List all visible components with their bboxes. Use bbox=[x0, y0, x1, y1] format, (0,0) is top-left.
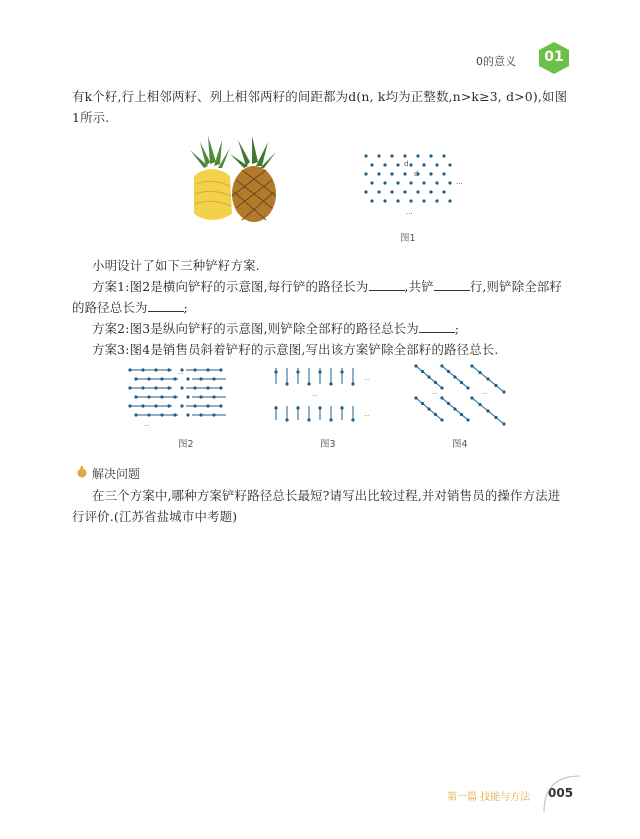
seed-dot bbox=[134, 413, 137, 416]
ellipsis: ... bbox=[406, 208, 413, 216]
seed-dot bbox=[364, 190, 367, 193]
seed-dot bbox=[147, 413, 150, 416]
seed-dot bbox=[180, 404, 183, 407]
figure-4-diagram bbox=[412, 362, 516, 426]
seed-dot bbox=[154, 368, 157, 371]
seed-dot bbox=[440, 418, 443, 421]
plan-2-text bbox=[72, 318, 572, 339]
seed-dot bbox=[502, 390, 505, 393]
page-number: 005 bbox=[548, 786, 574, 800]
seed-dot bbox=[447, 402, 450, 405]
seed-dot bbox=[396, 199, 399, 202]
answer-blank[interactable] bbox=[419, 321, 455, 333]
seed-dot bbox=[167, 368, 170, 371]
seed-dot bbox=[285, 382, 288, 385]
seed-dot bbox=[427, 375, 430, 378]
seed-dot bbox=[448, 163, 451, 166]
figure-3-diagram bbox=[272, 366, 372, 426]
seed-dot bbox=[460, 381, 463, 384]
figure-1-caption: 图1 bbox=[400, 233, 416, 244]
seed-dot bbox=[421, 370, 424, 373]
ellipsis: ... bbox=[364, 411, 370, 418]
seed-dot bbox=[186, 377, 189, 380]
seed-dot bbox=[199, 413, 202, 416]
seed-dot bbox=[147, 395, 150, 398]
seed-dot bbox=[219, 386, 222, 389]
ellipsis: ... bbox=[482, 389, 488, 396]
seed-dot bbox=[141, 386, 144, 389]
ellipsis: ... bbox=[312, 391, 318, 398]
seed-dot bbox=[128, 404, 131, 407]
seed-dot bbox=[422, 163, 425, 166]
ellipsis: ... bbox=[432, 389, 438, 396]
plan-1-text bbox=[72, 276, 572, 318]
seed-dot bbox=[206, 404, 209, 407]
plan-1-text-d: ; bbox=[183, 300, 188, 315]
seed-dot bbox=[442, 154, 445, 157]
seed-dot bbox=[329, 418, 332, 421]
seed-dot bbox=[141, 368, 144, 371]
seed-dot bbox=[128, 368, 131, 371]
seed-dot bbox=[351, 382, 354, 385]
seed-dot bbox=[199, 395, 202, 398]
footer-chapter: 第一篇 技能与方法 bbox=[447, 792, 531, 803]
seed-dot bbox=[329, 382, 332, 385]
seed-dot bbox=[416, 154, 419, 157]
seed-dot bbox=[466, 418, 469, 421]
seed-dot bbox=[186, 395, 189, 398]
seed-dot bbox=[160, 413, 163, 416]
seed-dot bbox=[296, 370, 299, 373]
seed-dot bbox=[141, 404, 144, 407]
seed-dot bbox=[173, 377, 176, 380]
seed-dot bbox=[154, 386, 157, 389]
seed-dot bbox=[442, 190, 445, 193]
plan-1-text-b: ,共铲 bbox=[404, 279, 434, 294]
seed-dot bbox=[193, 368, 196, 371]
seed-dot bbox=[383, 181, 386, 184]
ellipsis: ... bbox=[364, 375, 370, 382]
seed-dot bbox=[383, 199, 386, 202]
seed-dot bbox=[414, 396, 417, 399]
seed-dot bbox=[447, 370, 450, 373]
seed-dot bbox=[173, 413, 176, 416]
seed-dot bbox=[466, 386, 469, 389]
seed-dot bbox=[212, 413, 215, 416]
figure-1-diagram bbox=[362, 152, 466, 216]
seed-dot bbox=[434, 381, 437, 384]
seed-dot bbox=[448, 199, 451, 202]
seed-dot bbox=[285, 418, 288, 421]
plan-1-text-a: 方案1:图2是横向铲籽的示意图,每行铲的路径长为 bbox=[92, 279, 369, 294]
seed-dot bbox=[453, 375, 456, 378]
ellipsis: ... bbox=[144, 421, 150, 428]
seed-dot bbox=[440, 386, 443, 389]
seed-dot bbox=[364, 172, 367, 175]
seed-dot bbox=[351, 418, 354, 421]
seed-dot bbox=[470, 364, 473, 367]
seed-dot bbox=[478, 371, 481, 374]
seed-dot bbox=[494, 384, 497, 387]
seed-dot bbox=[219, 368, 222, 371]
seed-dot bbox=[429, 172, 432, 175]
seed-dot bbox=[421, 402, 424, 405]
seed-dot bbox=[180, 386, 183, 389]
seed-dot bbox=[173, 395, 176, 398]
seed-dot bbox=[370, 181, 373, 184]
seed-dot bbox=[340, 406, 343, 409]
plan-2-text-b: ; bbox=[454, 321, 460, 336]
seed-dot bbox=[396, 181, 399, 184]
seed-dot bbox=[460, 413, 463, 416]
seed-dot bbox=[435, 199, 438, 202]
figure-2-caption: 图2 bbox=[178, 439, 194, 450]
seed-dot bbox=[434, 413, 437, 416]
seed-dot bbox=[370, 199, 373, 202]
seed-dot bbox=[134, 395, 137, 398]
seed-dot bbox=[390, 190, 393, 193]
hand-pointer-icon bbox=[76, 466, 88, 478]
seed-dot bbox=[377, 154, 380, 157]
seed-dot bbox=[414, 364, 417, 367]
seed-dot bbox=[486, 377, 489, 380]
seed-dot bbox=[193, 404, 196, 407]
seed-dot bbox=[296, 406, 299, 409]
footer-arc bbox=[540, 772, 600, 812]
seed-dot bbox=[442, 172, 445, 175]
answer-blank[interactable] bbox=[369, 279, 405, 291]
seed-dot bbox=[318, 370, 321, 373]
figure-4-caption: 图4 bbox=[452, 439, 468, 450]
seed-dot bbox=[377, 172, 380, 175]
seed-dot bbox=[429, 190, 432, 193]
seed-dot bbox=[206, 368, 209, 371]
figure-3-caption: 图3 bbox=[320, 439, 336, 450]
figure-2-diagram bbox=[128, 366, 228, 426]
seed-dot bbox=[429, 154, 432, 157]
seed-dot bbox=[134, 377, 137, 380]
seed-dot bbox=[154, 404, 157, 407]
seed-dot bbox=[470, 396, 473, 399]
section-title: 0的意义 bbox=[476, 55, 516, 68]
seed-dot bbox=[383, 163, 386, 166]
seed-dot bbox=[435, 163, 438, 166]
answer-blank[interactable] bbox=[434, 279, 470, 291]
seed-dot bbox=[453, 407, 456, 410]
question-text: 在三个方案中,哪种方案铲籽路径总长最短?请写出比较过程,并对销售员的操作方法进行评价.(江苏省盐城市中考题) bbox=[72, 488, 561, 524]
seed-dot bbox=[307, 382, 310, 385]
seed-dot bbox=[340, 370, 343, 373]
design-intro: 小明设计了如下三种铲籽方案. bbox=[92, 258, 260, 273]
seed-dot bbox=[318, 406, 321, 409]
seed-dot bbox=[390, 154, 393, 157]
seed-dot bbox=[167, 404, 170, 407]
d-label: d bbox=[414, 170, 419, 178]
seed-dot bbox=[147, 377, 150, 380]
seed-dot bbox=[422, 199, 425, 202]
seed-dot bbox=[422, 181, 425, 184]
seed-dot bbox=[409, 163, 412, 166]
plan-2-text-a: 方案2:图3是纵向铲籽的示意图,则铲除全部籽的路径总长为 bbox=[92, 321, 419, 336]
seed-dot bbox=[206, 386, 209, 389]
seed-dot bbox=[502, 422, 505, 425]
answer-blank[interactable] bbox=[148, 300, 184, 312]
seed-dot bbox=[409, 181, 412, 184]
intro-paragraph: 有k个籽,行上相邻两籽、列上相邻两籽的间距都为d(n, k均为正整数,n>k≥3, d>0),如图1所示. bbox=[72, 89, 568, 125]
ellipsis: ... bbox=[456, 178, 463, 186]
seed-dot bbox=[212, 377, 215, 380]
seed-dot bbox=[494, 416, 497, 419]
seed-dot bbox=[409, 199, 412, 202]
seed-dot bbox=[274, 406, 277, 409]
seed-dot bbox=[212, 395, 215, 398]
chapter-badge bbox=[539, 42, 569, 74]
plan-3-text: 方案3:图4是销售员斜着铲籽的示意图,写出该方案铲除全部籽的路径总长. bbox=[92, 342, 499, 357]
seed-dot bbox=[160, 377, 163, 380]
chapter-number: 01 bbox=[544, 49, 564, 65]
seed-dot bbox=[307, 418, 310, 421]
plan-1-text-c: 行,则铲除全部籽的路径总长为 bbox=[72, 279, 563, 315]
seed-dot bbox=[403, 154, 406, 157]
seed-dot bbox=[160, 395, 163, 398]
seed-dot bbox=[478, 403, 481, 406]
seed-dot bbox=[186, 413, 189, 416]
seed-dot bbox=[435, 181, 438, 184]
seed-dot bbox=[219, 404, 222, 407]
seed-dot bbox=[364, 154, 367, 157]
seed-dot bbox=[128, 386, 131, 389]
seed-dot bbox=[370, 163, 373, 166]
seed-dot bbox=[403, 172, 406, 175]
seed-dot bbox=[416, 190, 419, 193]
seed-dot bbox=[390, 172, 393, 175]
section-heading: 解决问题 bbox=[92, 467, 141, 481]
seed-dot bbox=[377, 190, 380, 193]
seed-dot bbox=[193, 386, 196, 389]
seed-dot bbox=[167, 386, 170, 389]
seed-dot bbox=[448, 181, 451, 184]
seed-dot bbox=[440, 396, 443, 399]
d-label: d bbox=[404, 160, 409, 168]
seed-dot bbox=[427, 407, 430, 410]
ellipsis: ... bbox=[178, 369, 184, 376]
seed-dot bbox=[440, 364, 443, 367]
seed-dot bbox=[199, 377, 202, 380]
seed-dot bbox=[486, 409, 489, 412]
seed-dot bbox=[274, 370, 277, 373]
seed-dot bbox=[396, 163, 399, 166]
pineapple-image bbox=[186, 136, 282, 224]
seed-dot bbox=[403, 190, 406, 193]
